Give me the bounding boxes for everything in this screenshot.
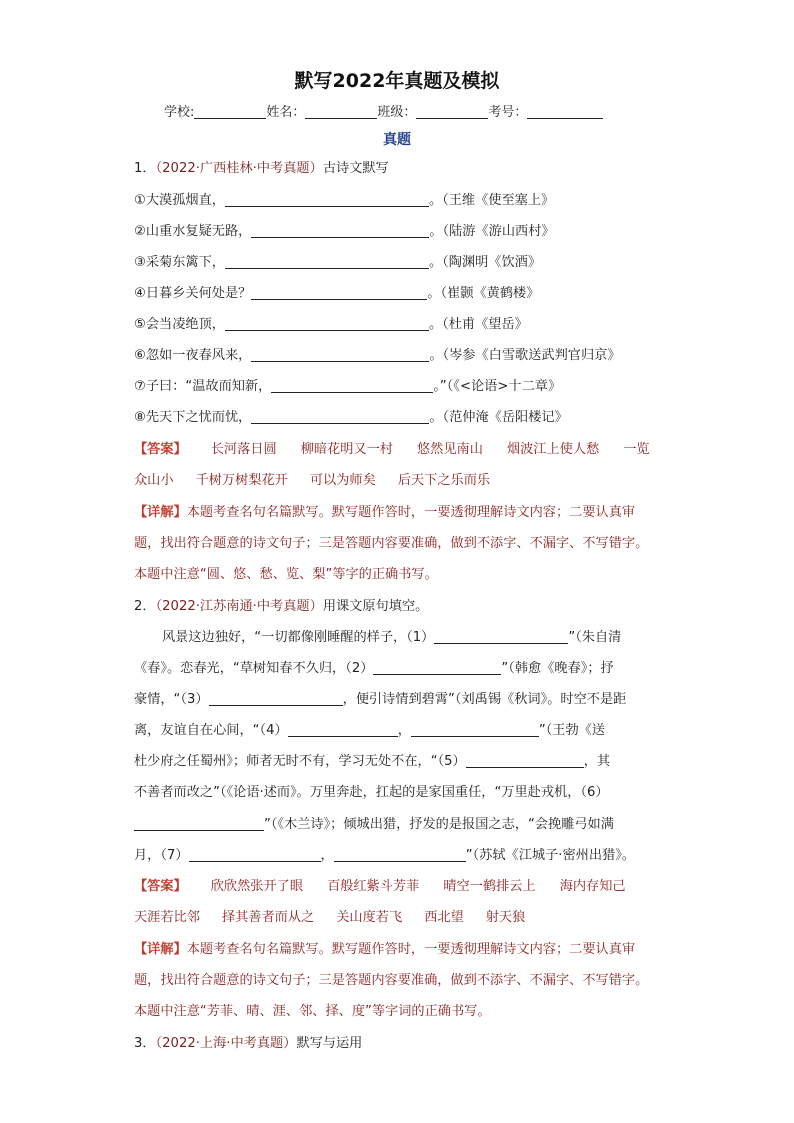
answer-blank[interactable]: [225, 254, 429, 269]
q2-answer: [134, 877, 674, 897]
answer-blank[interactable]: [251, 285, 427, 300]
answer-item: 众山小: [134, 473, 174, 488]
section-heading: 真题: [383, 132, 411, 148]
q1-item: ⑤会当凌绝顶， 。（杜甫《望岳》: [134, 317, 528, 332]
answer-blank[interactable]: [288, 722, 398, 737]
answer-item: 可以为师矣: [309, 473, 376, 488]
q3-source: （2022·上海·中考真题）: [155, 1036, 297, 1051]
answer-blank[interactable]: [134, 816, 264, 831]
q2-prompt: 用课文原句填空。: [322, 599, 429, 614]
answer-blank[interactable]: [189, 847, 321, 862]
answer-label: 【答案】: [134, 442, 187, 457]
answer-blank[interactable]: [373, 660, 501, 675]
answer-item: 柳暗花明又一村: [300, 442, 393, 457]
answer-item: 烟波江上使人愁: [506, 442, 600, 457]
detail-label: 【详解】: [134, 942, 187, 957]
q1-item: ④日暮乡关何处是？ 。（崔颢《黄鹤楼》: [134, 286, 540, 301]
answer-label: 【答案】: [134, 879, 187, 894]
answer-item: 悠然见南山: [417, 442, 483, 457]
q2-heading: 2．（2022·江苏南通·中考真题）用课文原句填空。: [134, 599, 429, 614]
q2-passage-line: 不善者而改之”（《论语·述而》。万里奔赴，扛起的是家国重任，“万里赴戎机，（6）: [134, 785, 609, 800]
answer-blank[interactable]: [271, 378, 433, 393]
q2-answer-cont: [134, 908, 674, 928]
name-label: 姓名：: [266, 105, 306, 120]
q1-prompt: 古诗文默写: [322, 161, 389, 176]
class-blank[interactable]: [416, 104, 488, 119]
answer-blank[interactable]: [251, 409, 429, 424]
q2-source: （2022·江苏南通·中考真题）: [155, 599, 323, 614]
q1-item: ⑧先天下之忧而忧， 。（范仲淹《岳阳楼记》: [134, 410, 568, 425]
number-blank[interactable]: [527, 104, 603, 119]
answer-blank[interactable]: [334, 847, 466, 862]
q1-heading: 1．（2022·广西桂林·中考真题）古诗文默写: [134, 161, 389, 176]
school-label: 学校:: [164, 105, 195, 120]
q2-passage-line: 离，友谊自在心间，“（4） ， ”（王勃《送: [134, 723, 606, 738]
q1-item: ⑦子曰：“温故而知新， 。”（《<论语>十二章》: [134, 379, 562, 394]
q2-passage-line: 《春》。恋春光，“草树知春不久归，（2） ”（韩愈《晚春》；抒: [134, 661, 614, 676]
answer-item: 百般红紫斗芳菲: [327, 879, 420, 894]
answer-item: 关山度若飞: [336, 910, 403, 925]
answer-item: 千树万树梨花开: [195, 473, 288, 488]
student-info-row: [164, 101, 644, 120]
answer-blank[interactable]: [225, 316, 429, 331]
answer-item: 射天狼: [485, 910, 526, 925]
class-label: 班级：: [377, 105, 417, 120]
q1-item: ③采菊东篱下， 。（陶渊明《饮酒》: [134, 255, 542, 270]
q1-detail-line: 题，找出符合题意的诗文句子；三是答题内容要准确，做到不添字、不漏字、不写错字。: [134, 536, 649, 551]
number-label: 考号：: [488, 105, 528, 120]
q1-answer: [134, 440, 674, 460]
answer-blank[interactable]: [434, 629, 568, 644]
q1-answer-cont: [134, 471, 674, 491]
q1-detail-line: 本题中注意“圆、悠、愁、览、梨”等字的正确书写。: [134, 567, 438, 582]
answer-item: 海内存知己: [559, 879, 626, 894]
page-title: 默写2022年真题及模拟: [294, 70, 500, 92]
answer-blank[interactable]: [251, 223, 429, 238]
answer-item: 晴空一鹤排云上: [443, 879, 536, 894]
answer-item: 天涯若比邻: [134, 910, 200, 925]
q1-detail: 【详解】本题考查名句名篇默写。默写题作答时，一要透彻理解诗文内容；二要认真审: [134, 505, 636, 520]
answer-item: 长河落日圆: [210, 442, 277, 457]
detail-label: 【详解】: [134, 505, 187, 520]
q3-prompt: 默写与运用: [296, 1036, 363, 1051]
q2-detail: 【详解】本题考查名句名篇默写。默写题作答时，一要透彻理解诗文内容；二要认真审: [134, 942, 636, 957]
q1-item: ⑥忽如一夜春风来， 。（岑参《白雪歌送武判官归京》: [134, 348, 621, 363]
answer-blank[interactable]: [411, 722, 539, 737]
answer-blank[interactable]: [209, 691, 343, 706]
q2-detail-line: 本题中注意“芳菲、晴、涯、邻、择、度”等字词的正确书写。: [134, 1004, 491, 1019]
answer-blank[interactable]: [251, 347, 429, 362]
answer-blank[interactable]: [225, 192, 429, 207]
q2-passage-line: 杜少府之任蜀州》；师者无时不有，学习无处不在，“（5） ，其: [134, 754, 611, 769]
answer-item: 欣欣然张开了眼: [210, 879, 304, 894]
q2-passage-line: 豪情，“（3） ，便引诗情到碧霄”（刘禹锡《秋词》。时空不是距: [134, 692, 627, 707]
q1-item: ②山重水复疑无路， 。（陆游《游山西村》: [134, 224, 555, 239]
name-blank[interactable]: [305, 104, 377, 119]
q2-detail-line: 题，找出符合题意的诗文句子；三是答题内容要准确，做到不添字、不漏字、不写错字。: [134, 973, 649, 988]
q1-source: （2022·广西桂林·中考真题）: [155, 161, 323, 176]
q2-passage-line: 月，（7） ， ”（苏轼《江城子·密州出猎》。: [134, 848, 635, 863]
answer-blank[interactable]: [466, 753, 584, 768]
q2-passage-line: 风景这边独好，“一切都像刚睡醒的样子，（1） ”（朱自清: [162, 630, 622, 645]
q1-item: ①大漠孤烟直， 。（王维《使至塞上》: [134, 193, 555, 208]
answer-item: 一览: [623, 442, 650, 457]
answer-item: 择其善者而从之: [221, 910, 315, 925]
answer-item: 后天下之乐而乐: [397, 473, 491, 488]
answer-item: 西北望: [424, 910, 464, 925]
q3-heading: 3．（2022·上海·中考真题）默写与运用: [134, 1036, 363, 1051]
q2-passage-line: ”（《木兰诗》；倾城出猎，抒发的是报国之志，“会挽雕弓如满: [134, 815, 674, 835]
school-blank[interactable]: [194, 104, 266, 119]
